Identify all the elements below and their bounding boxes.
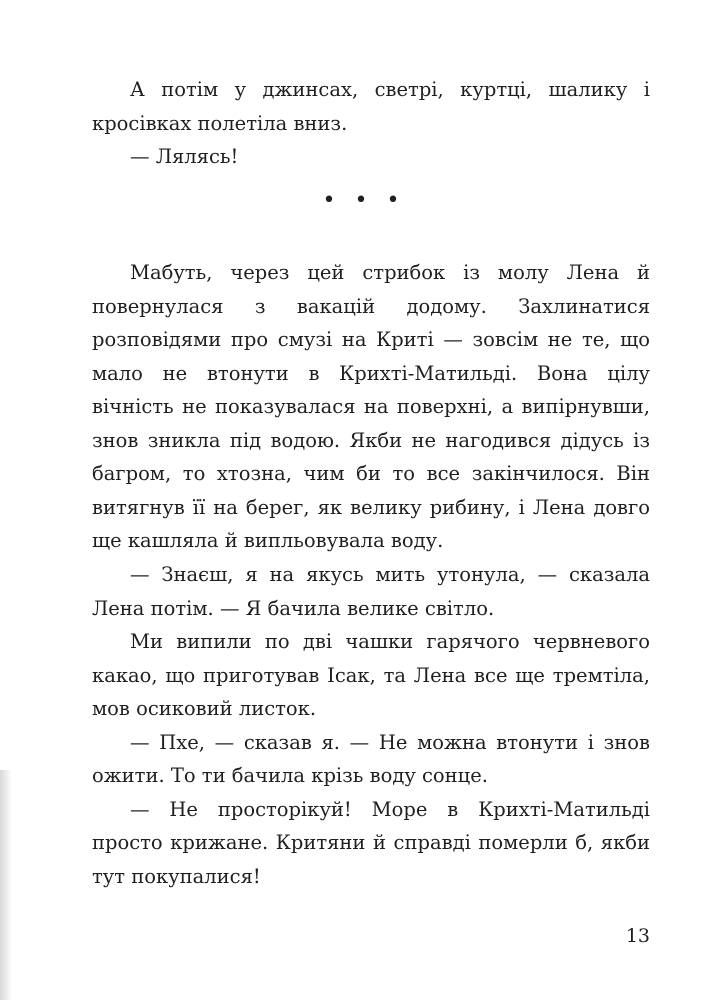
dialogue-line: — Не просторікуй! Море в Крихті-Матильді просто крижане. Критяни й справді померли б, якби тут покупалися! xyxy=(92,797,650,888)
paragraph: Мабуть, через цей стрибок із молу Лена й повернулася з вакацій додому. Захлинатися розповідями про смузі на Криті — зовсім не те, що мало не втонути в Крихті-Матильді. Вона цілу вічність не показувалася на поверхні, а випірнувши, знов зникла під водою. Якби не нагодився дідусь із багром, то хтозна, чим би то все закінчилося. Він витягнув її на берег, як велику рибину, і Лена довго ще кашляла й випльовувала воду. xyxy=(92,261,650,552)
paragraph: Ми випили по дві чашки гарячого червневого какао, що приготував Ісак, та Лена все ще тремтіла, мов осиковий листок. xyxy=(92,630,650,720)
page-edge-shadow xyxy=(0,770,12,1000)
dialogue-line: — Лялясь! xyxy=(130,145,239,168)
paragraph: А потім у джинсах, светрі, куртці, шалику і кросівках полетіла вниз. xyxy=(92,78,650,135)
page-number: 13 xyxy=(625,925,650,947)
text-block-opening xyxy=(92,73,650,174)
section-separator: • • • xyxy=(322,188,406,213)
text-block-narrative xyxy=(92,256,650,558)
text-block-dialogue xyxy=(92,558,650,893)
dialogue-line: — Знаєш, я на якусь мить утонула, — сказала Лена потім. — Я бачила велике світло. xyxy=(92,563,650,620)
dialogue-line: — Пхе, — сказав я. — Не можна втонути і знов ожити. То ти бачила крізь воду сонце. xyxy=(92,730,650,787)
